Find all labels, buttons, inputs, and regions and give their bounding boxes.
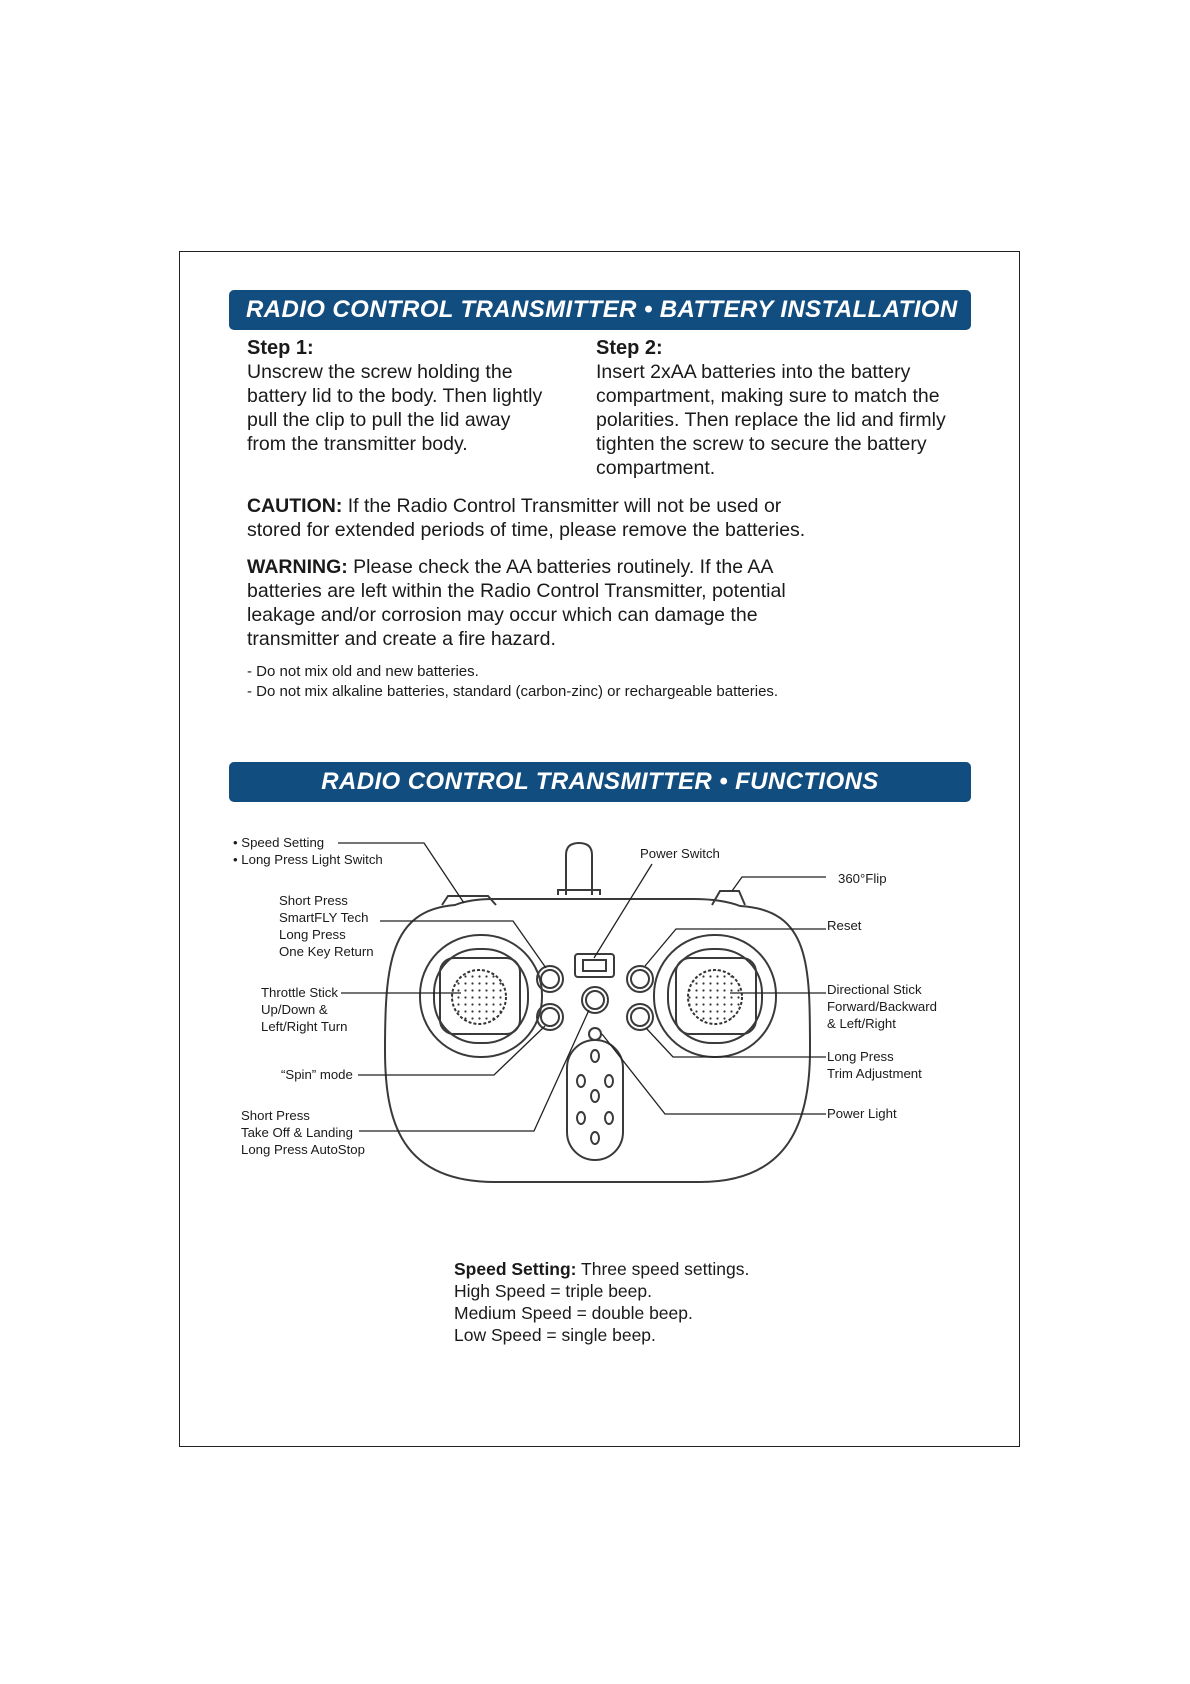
label-smartfly [279,892,374,960]
step1-line: battery lid to the body. Then lightly [247,385,543,407]
leader-trim [646,1028,826,1057]
caution-text: If the Radio Control Transmitter will not be used or [342,495,782,517]
step1-line: from the transmitter body. [247,433,468,455]
label-line: Left/Right Turn [261,1019,348,1034]
battery-grip [567,1040,623,1160]
label-line: SmartFLY Tech [279,910,369,925]
label-trim [827,1048,922,1082]
step2-line: tighten the screw to secure the battery [596,433,927,455]
speed-setting-label: Speed Setting: [454,1259,577,1279]
label-power-switch [640,845,720,862]
step1-line: pull the clip to pull the lid away [247,409,511,431]
leader-power-switch [594,864,652,958]
label-line: “Spin” mode [281,1067,353,1082]
label-line: • Speed Setting [233,835,325,850]
label-directional-stick [827,981,937,1032]
power-light [589,1028,601,1040]
label-speed-setting [233,834,383,868]
label-line: Forward/Backward [827,999,937,1014]
leader-flip [732,877,826,891]
step1-heading: Step 1: [247,337,314,359]
warning-text: leakage and/or corrosion may occur which can damage the [247,604,758,626]
leader-power-light [602,1034,826,1114]
step2-heading: Step 2: [596,337,663,359]
label-line: Short Press [241,1108,310,1123]
caution-text: stored for extended periods of time, please remove the batteries. [247,519,806,541]
antenna-icon [566,843,592,895]
speed-line: Medium Speed = double beep. [454,1303,693,1323]
label-spin-mode [281,1066,353,1083]
label-line: Short Press [279,893,348,908]
speed-line: High Speed = triple beep. [454,1281,652,1301]
warning-text: Please check the AA batteries routinely. If the AA [347,556,774,578]
directional-stick-cap [688,970,742,1024]
speed-setting-info [454,1258,749,1346]
label-line: Reset [827,918,862,933]
leader-smartfly [380,921,546,968]
speed-line: Low Speed = single beep. [454,1325,656,1345]
step2-line: compartment, making sure to match the [596,385,940,407]
warning-label: WARNING: [247,556,348,578]
label-takeoff-landing [241,1107,365,1158]
step2-line: Insert 2xAA batteries into the battery [596,361,911,383]
label-line: Up/Down & [261,1002,328,1017]
label-throttle-stick [261,984,348,1035]
label-power-light [827,1105,897,1122]
label-line: Power Switch [640,846,720,861]
label-line: • Long Press Light Switch [233,852,383,867]
label-line: Long Press [279,927,346,942]
label-line: Power Light [827,1106,897,1121]
functions-banner: RADIO CONTROL TRANSMITTER • FUNCTIONS [229,762,971,802]
label-line: Throttle Stick [261,985,338,1000]
label-line: Directional Stick [827,982,922,997]
label-360-flip [838,870,887,887]
label-line: & Left/Right [827,1016,896,1031]
caution-label: CAUTION: [247,495,343,517]
warning-text: batteries are left within the Radio Control Transmitter, potential [247,580,786,602]
label-line: Long Press AutoStop [241,1142,365,1157]
label-line: One Key Return [279,944,374,959]
throttle-stick-cap [452,970,506,1024]
label-line: 360°Flip [838,871,887,886]
label-line: Take Off & Landing [241,1125,353,1140]
label-line: Trim Adjustment [827,1066,922,1081]
leader-reset [645,929,826,966]
warning-text: transmitter and create a fire hazard. [247,628,556,650]
note-item: - Do not mix old and new batteries. [247,663,479,680]
label-line: Long Press [827,1049,894,1064]
note-item: - Do not mix alkaline batteries, standard (carbon-zinc) or rechargeable batteries. [247,683,779,700]
step2-line: polarities. Then replace the lid and firmly [596,409,946,431]
label-reset [827,917,861,934]
speed-setting-text: Three speed settings. [576,1259,750,1279]
step2-line: compartment. [596,457,716,479]
step1-line: Unscrew the screw holding the [247,361,513,383]
battery-installation-banner: RADIO CONTROL TRANSMITTER • BATTERY INSTALLATION [229,290,971,330]
